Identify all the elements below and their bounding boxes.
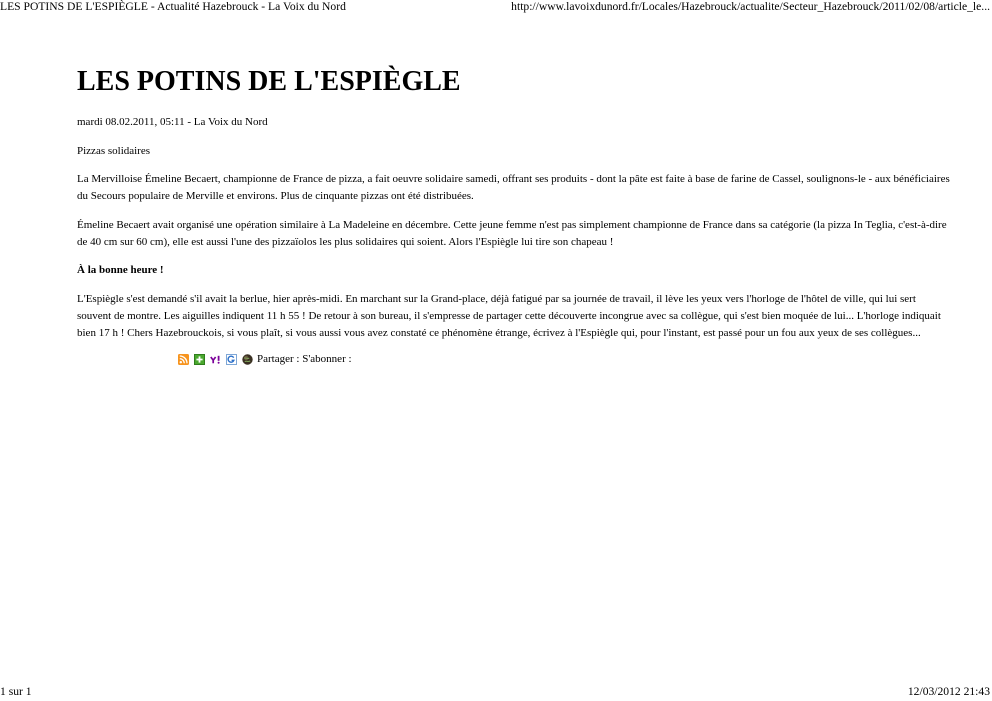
article-dateline: mardi 08.02.2011, 05:11 - La Voix du Nord [77,116,268,128]
yahoo-icon[interactable] [210,354,221,365]
print-header-title: LES POTINS DE L'ESPIÈGLE - Actualité Hazebrouck - La Voix du Nord [0,0,346,13]
globe-icon[interactable] [242,354,253,365]
share-label: Partager : S'abonner : [257,352,352,365]
print-header [0,0,992,14]
page-indicator: 1 sur 1 [0,685,32,698]
article-paragraph: La Mervilloise Émeline Becaert, championne de France de pizza, a fait oeuvre solidaire samedi, offrant ses produits - dont la pâte est faite à base de farine de Cassel, soulignons-le - aux bénéficiaires du Secours populaire de Merville et environs. Plus de cinquante pizzas ont été distribuées. [77,173,950,202]
print-timestamp: 12/03/2012 21:43 [907,685,990,698]
article [77,66,952,368]
print-footer [0,685,992,699]
article-subtitle: Pizzas solidaires [77,144,151,157]
share-bar [77,351,952,368]
google-bookmark-icon[interactable] [226,354,237,365]
article-paragraph: L'Espiègle s'est demandé s'il avait la berlue, hier après-midi. En marchant sur la Grand-place, déjà fatigué par sa journée de travail, il lève les yeux vers l'horloge de l'hôtel de ville, qui lui sert souvent de montre. Les aiguilles indiquent 11 h 55 ! De retour à son bureau, il s'empresse de partager cette découverte incongrue avec sa collègue, qui s'est bien moquée de lui... L'horloge indiquait bien 17 h ! Chers Hazebrouckois, si vous plaît, si vous aussi vous avez constaté ce phénomène étrange, écrivez à l'Espiègle qui, pour l'instant, est passé pour un fou aux yeux de ses collègues... [77,292,941,339]
print-header-url: http://www.lavoixdunord.fr/Locales/Hazebrouck/actualite/Secteur_Hazebrouck/2011/02/08/article_le... [511,0,990,13]
article-title: LES POTINS DE L'ESPIÈGLE [77,66,461,97]
article-section-heading: À la bonne heure ! [77,264,164,276]
article-paragraph: Émeline Becaert avait organisé une opération similaire à La Madeleine en décembre. Cette jeune femme n'est pas simplement championne de France dans sa catégorie (la pizza In Teglia, c'est-à-dire de 40 cm sur 60 cm), elle est aussi l'une des pizzaïolos les plus solidaires qui soient. Alors l'Espiègle lui tire son chapeau ! [77,218,947,248]
rss-icon[interactable] [178,354,189,365]
add-plus-icon[interactable] [194,354,205,365]
